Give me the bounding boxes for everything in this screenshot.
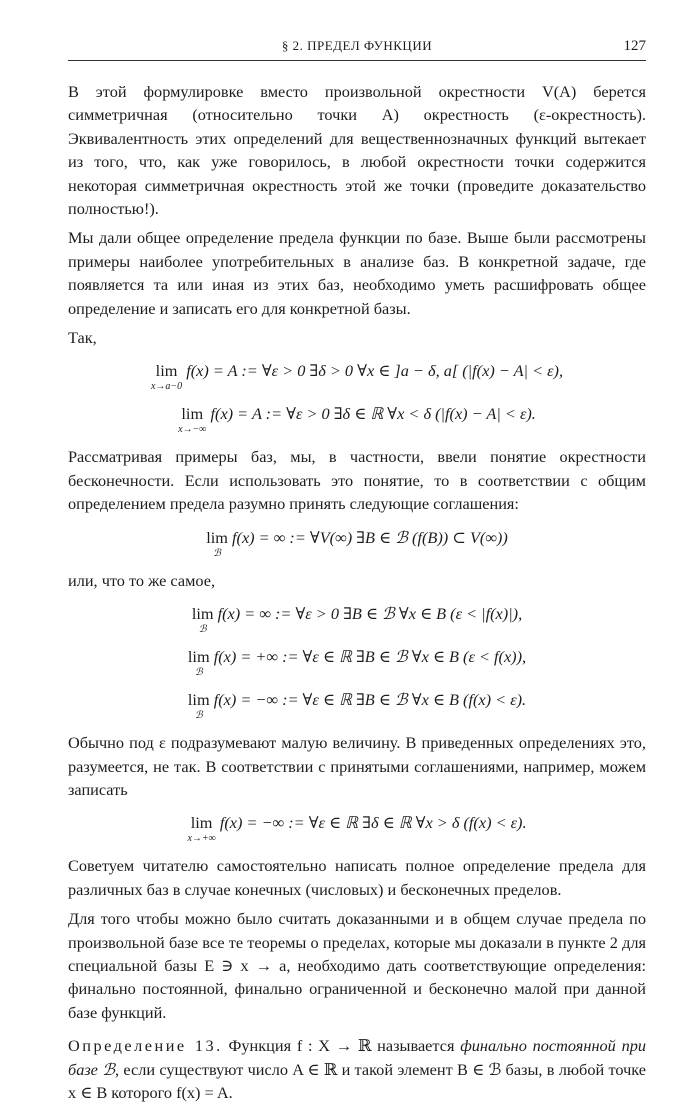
lim-operator: lim xyxy=(181,404,204,424)
paragraph-1: В этой формулировке вместо произвольной окрестности V(A) берется симметричная (относительно точки A) окрестность (ε-окрестность). Эквивалентность этих определений для вещественнозначных функций вытекает из того, что, как уже говорилось, в любой окрестности точки содержится некоторая симметричная окрестность этой же точки (проведите доказательство полностью!). xyxy=(68,82,646,219)
definition-text-a: Функция f : X → ℝ называется xyxy=(228,1036,455,1056)
lim-subscript: x→a−0 xyxy=(150,381,183,393)
lim-operator: lim xyxy=(190,813,213,833)
page-number: 127 xyxy=(623,38,646,54)
formula-infinity xyxy=(68,602,646,635)
definition-label: Определение 13. xyxy=(68,1036,223,1056)
formula-limit-left xyxy=(68,359,646,392)
formula-body: f(x) = A := ∀ε > 0 ∃δ > 0 ∀x ∈ ]a − δ, a[ (|f(x) − A| < ε), xyxy=(186,361,564,381)
lim-subscript: ℬ xyxy=(198,624,207,636)
running-header xyxy=(68,38,646,61)
paragraph-5: или, что то же самое, xyxy=(68,570,216,590)
lim-operator: lim xyxy=(155,361,178,381)
paragraph-3: Так, xyxy=(68,328,97,348)
formula-limit-minus-infinity xyxy=(68,402,646,435)
lim-operator: lim xyxy=(187,690,210,710)
lim-subscript: ℬ xyxy=(213,547,222,559)
formula-example xyxy=(68,811,646,844)
formula-infinity-neighborhood xyxy=(68,526,646,559)
lim-operator: lim xyxy=(206,527,228,547)
paragraph-8: Для того чтобы можно было считать доказанными и в общем случае предела по произвольной базе все те теоремы о пределах, которые мы доказали в пункте 2 для специальной базы E ∋ x → a, необходимо дать соответствующие определения: финально постоянной, финально ограниченной и бесконечно малой при данной базе функций. xyxy=(68,909,646,1022)
definition-13 xyxy=(68,1034,646,1104)
section-title: § 2. ПРЕДЕЛ ФУНКЦИИ xyxy=(281,38,433,53)
lim-operator: lim xyxy=(187,647,210,667)
formula-body: f(x) = +∞ := ∀ε ∈ ℝ ∃B ∈ ℬ ∀x ∈ B (ε < f(x)), xyxy=(213,647,527,667)
formula-plus-infinity xyxy=(68,645,646,678)
page-body xyxy=(68,80,646,1104)
lim-subscript: x→−∞ xyxy=(178,424,207,436)
paragraph-2: Мы дали общее определение предела функции по базе. Выше были рассмотрены примеры наиболее употребительных в анализе баз. В конкретной задаче, где появляется та или иная из этих баз, необходимо уметь расшифровать общее определение и записать его для конкретной базы. xyxy=(68,228,646,318)
definition-term: финально постоянной при базе ℬ xyxy=(68,1036,646,1079)
lim-operator: lim xyxy=(191,604,214,624)
formula-body: f(x) = ∞ := ∀V(∞) ∃B ∈ ℬ (f(B)) ⊂ V(∞)) xyxy=(232,527,508,547)
paragraph-7: Советуем читателю самостоятельно написать полное определение предела для различных баз в случае конечных (числовых) и бесконечных пределов. xyxy=(68,856,646,899)
formula-minus-infinity xyxy=(68,688,646,721)
formula-body: f(x) = ∞ := ∀ε > 0 ∃B ∈ ℬ ∀x ∈ B (ε < |f(x)|), xyxy=(217,604,523,624)
paragraph-4: Рассматривая примеры баз, мы, в частности, ввели понятие окрестности бесконечности. Если использовать это понятие, то в соответствии с общим определением предела разумно принять следующие соглашения: xyxy=(68,447,646,514)
formula-body: f(x) = −∞ := ∀ε ∈ ℝ ∃δ ∈ ℝ ∀x > δ (f(x) < ε). xyxy=(219,813,527,833)
lim-subscript: x→+∞ xyxy=(187,833,216,845)
lim-subscript: ℬ xyxy=(194,710,203,722)
formula-body: f(x) = A := ∀ε > 0 ∃δ ∈ ℝ ∀x < δ (|f(x) − A| < ε). xyxy=(210,404,536,424)
formula-body: f(x) = −∞ := ∀ε ∈ ℝ ∃B ∈ ℬ ∀x ∈ B (f(x) < ε). xyxy=(213,690,527,710)
paragraph-6: Обычно под ε подразумевают малую величину. В приведенных определениях это, разумеется, не так. В соответствии с принятыми соглашениями, например, можем записать xyxy=(68,733,646,799)
lim-subscript: ℬ xyxy=(194,667,203,679)
definition-text-b: , если существуют число A ∈ ℝ и такой элемент B ∈ ℬ базы, в любой точке x ∈ B которого f(x) = A. xyxy=(68,1059,646,1102)
